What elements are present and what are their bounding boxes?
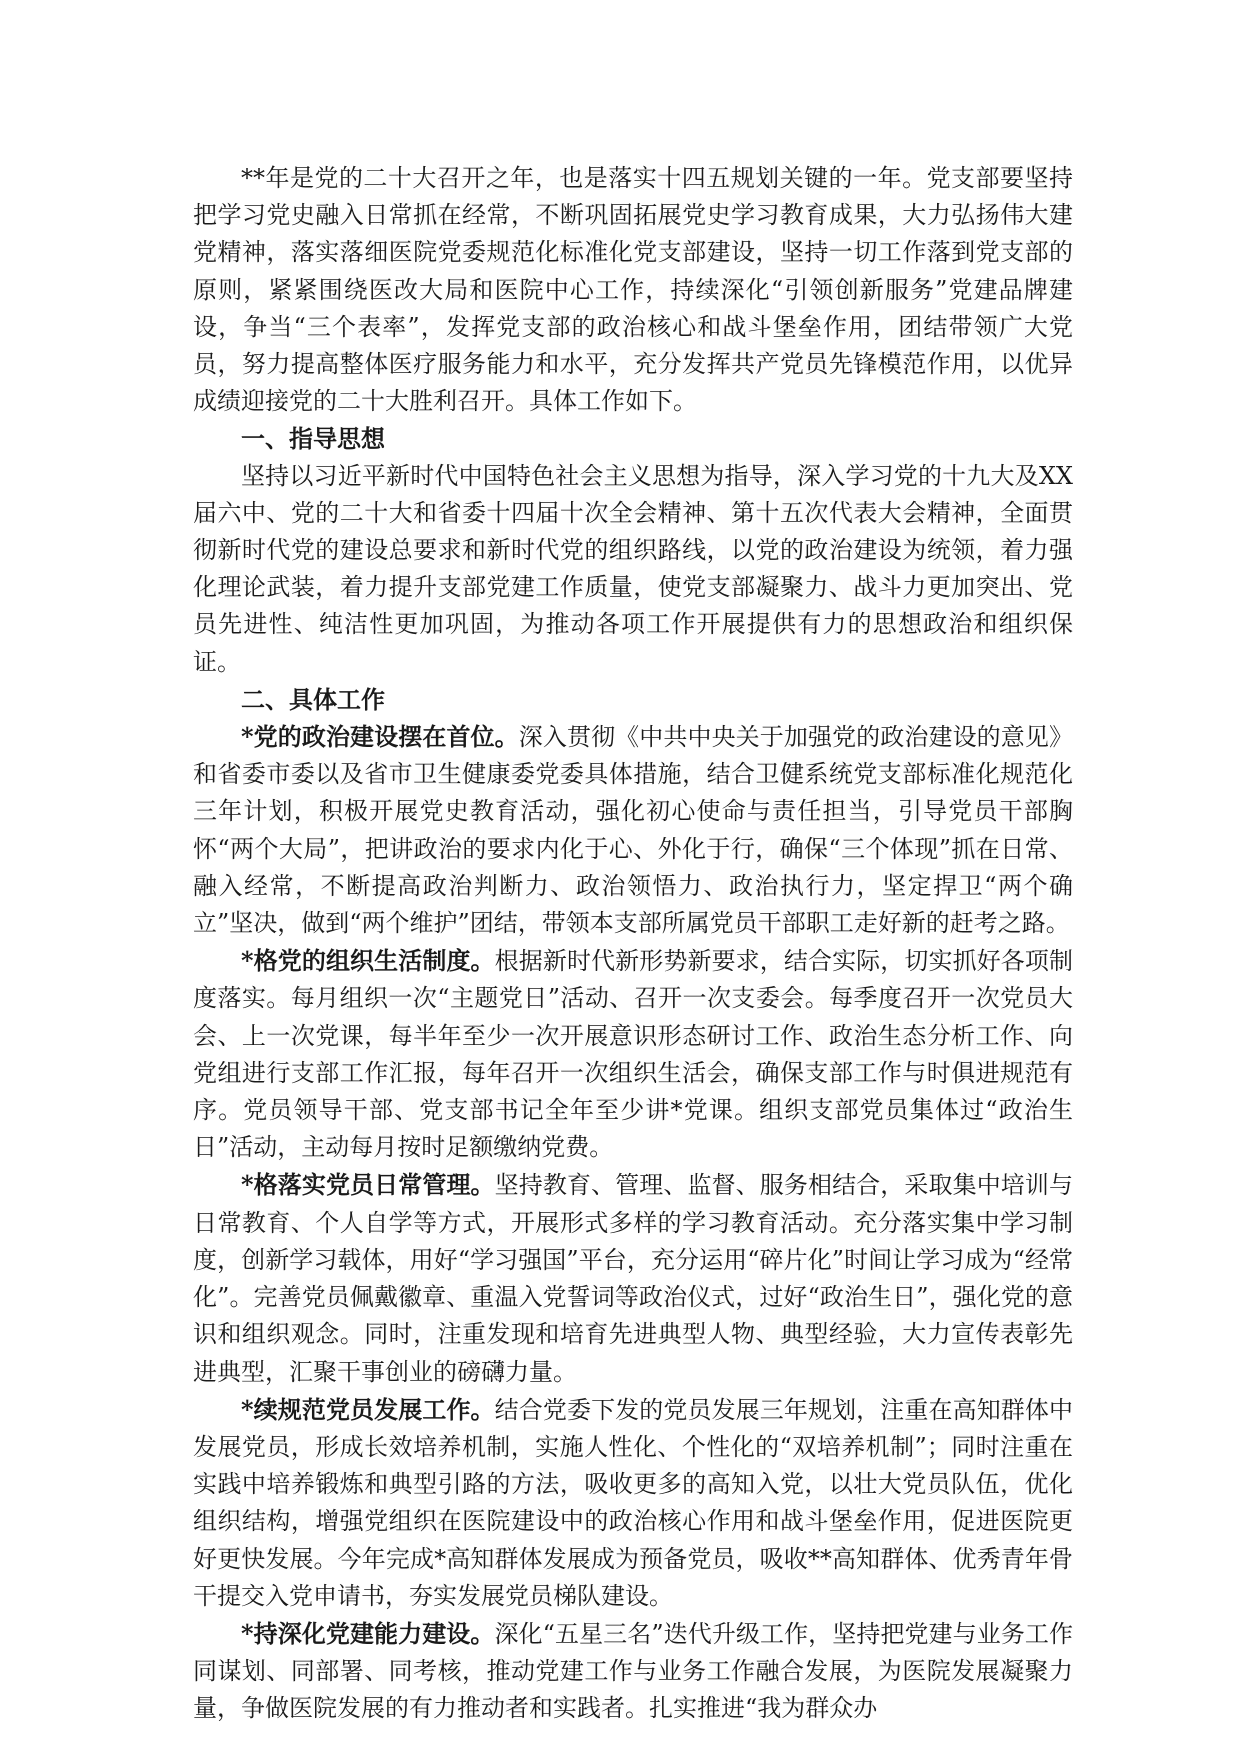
work-item-lead: *格党的组织生活制度。 xyxy=(241,946,495,976)
work-item-body: 结合党委下发的党员发展三年规划，注重在高知群体中发展党员，形成长效培养机制，实施人性化、个性化的“双培养机制”；同时注重在实践中培养锻炼和典型引路的方法，吸收更多的高知入党，以壮大党员队伍，优化组织结构，增强党组织在医院建设中的政治核心作用和战斗堡垒作用，促进医院更好更快发展。今年完成*高知群体发展成为预备党员，吸收**高知群体、优秀青年骨干提交入党申请书，夯实发展党员梯队建设。 xyxy=(193,1395,1073,1610)
work-item-capacity-building xyxy=(193,1615,1073,1728)
intro-paragraph: **年是党的二十大召开之年，也是落实十四五规划关键的一年。党支部要坚持把学习党史融入日常抓在经常，不断巩固拓展党史学习教育成果，大力弘扬伟大建党精神，落实落细医院党委规范化标准化党支部建设，坚持一切工作落到党支部的原则，紧紧围绕医改大局和医院中心工作，持续深化“引领创新服务”党建品牌建设，争当“三个表率”，发挥党支部的政治核心和战斗堡垒作用，团结带领广大党员，努力提高整体医疗服务能力和水平，充分发挥共产党员先锋模范作用，以优异成绩迎接党的二十大胜利召开。具体工作如下。 xyxy=(193,164,1073,416)
work-item-body: 深入贯彻《中共中央关于加强党的政治建设的意见》和省委市委以及省市卫生健康委党委具体措施，结合卫健系统党支部标准化规范化三年计划，积极开展党史教育活动，强化初心使命与责任担当，引导党员干部胸怀“两个大局”，把讲政治的要求内化于心、外化于行，确保“三个体现”抓在日常、融入经常，不断提高政治判断力、政治领悟力、政治执行力，坚定捍卫“两个确立”坚决，做到“两个维护”团结，带领本支部所属党员干部职工走好新的赶考之路。 xyxy=(193,723,1073,938)
work-item-body: 坚持教育、管理、监督、服务相结合，采取集中培训与日常教育、个人自学等方式，开展形式多样的学习教育活动。充分落实集中学习制度，创新学习载体，用好“学习强国”平台，充分运用“碎片化”时间让学习成为“经常化”。完善党员佩戴徽章、重温入党誓词等政治仪式，过好“政治生日”，强化党的意识和组织观念。同时，注重发现和培育先进典型人物、典型经验，大力宣传表彰先进典型，汇聚干事创业的磅礴力量。 xyxy=(193,1171,1073,1386)
work-item-body: 根据新时代新形势新要求，结合实际，切实抓好各项制度落实。每月组织一次“主题党日”活动、召开一次支委会。每季度召开一次党员大会、上一次党课，每半年至少一次开展意识形态研讨工作、政治生态分析工作、向党组进行支部工作汇报，每年召开一次组织生活会，确保支部工作与时俱进规范有序。党员领导干部、党支部书记全年至少讲*党课。组织支部党员集体过“政治生日”活动，主动每月按时足额缴纳党费。 xyxy=(193,947,1073,1162)
section-heading-specific-work: 二、具体工作 xyxy=(241,684,385,714)
work-item-lead: *格落实党员日常管理。 xyxy=(241,1170,495,1200)
work-item-lead: *党的政治建设摆在首位。 xyxy=(241,722,519,752)
work-item-daily-management xyxy=(193,1166,1073,1390)
work-item-member-development xyxy=(193,1391,1073,1615)
guiding-ideology-paragraph: 坚持以习近平新时代中国特色社会主义思想为指导，深入学习党的十九大及XX届六中、党的二十大和省委十四届十次全会精神、第十五次代表大会精神，全面贯彻新时代党的建设总要求和新时代党的组织路线，以党的政治建设为统领，着力强化理论武装，着力提升支部党建工作质量，使党支部凝聚力、战斗力更加突出、党员先进性、纯洁性更加巩固，为推动各项工作开展提供有力的思想政治和组织保证。 xyxy=(193,461,1073,676)
work-item-political-construction xyxy=(193,718,1073,942)
document-body xyxy=(193,160,1073,1728)
work-item-lead: *持深化党建能力建设。 xyxy=(241,1618,495,1648)
section-heading-guiding-ideology: 一、指导思想 xyxy=(241,424,385,454)
work-item-body: 深化“五星三名”迭代升级工作，坚持把党建与业务工作同谋划、同部署、同考核，推动党建工作与业务工作融合发展，为医院发展凝聚力量，争做医院发展的有力推动者和实践者。扎实推进“我为群众办 xyxy=(193,1619,1073,1723)
work-item-organizational-life xyxy=(193,942,1073,1166)
work-item-lead: *续规范党员发展工作。 xyxy=(241,1394,495,1424)
